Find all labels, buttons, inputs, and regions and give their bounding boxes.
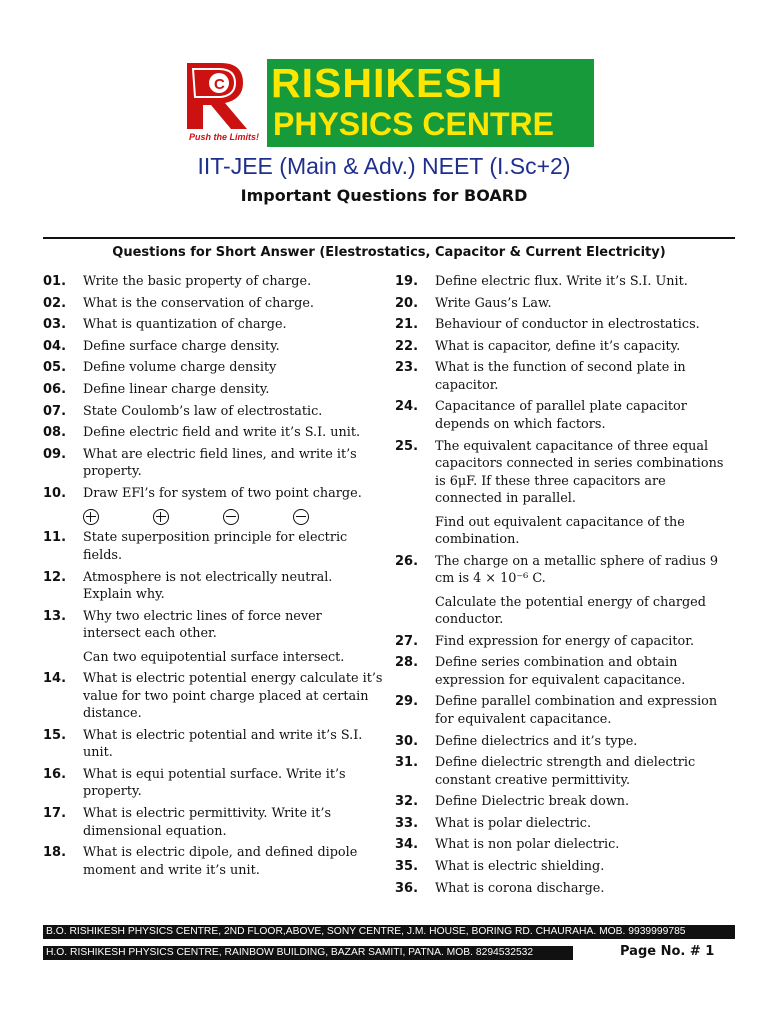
question-text: What is electric dipole, and defined dipole moment and write it’s unit. (83, 845, 358, 878)
question-number: 07. (43, 403, 67, 419)
question-number: 13. (43, 608, 67, 624)
question-number: 08. (43, 425, 67, 441)
question-number: 16. (43, 766, 67, 782)
question-item (43, 359, 383, 377)
question-number: 31. (395, 755, 419, 771)
section-title: Questions for Short Answer (Elestrostatics, Capacitor & Current Electricity) (112, 245, 666, 260)
question-item (395, 359, 735, 394)
question-text: Define volume charge density (83, 360, 277, 376)
positive-charge-icon (83, 509, 99, 525)
question-text: State superposition principle for electric fields. (83, 530, 348, 563)
question-item (43, 805, 383, 840)
question-item (395, 733, 735, 751)
question-number: 29. (395, 694, 419, 710)
question-text: What is the function of second plate in capacitor. (435, 360, 686, 393)
question-text: Define series combination and obtain expression for equivalent capacitance. (435, 655, 686, 688)
question-item (395, 338, 735, 356)
question-item (43, 446, 383, 481)
question-item (43, 766, 383, 801)
question-number: 19. (395, 274, 419, 289)
question-number: 03. (43, 317, 67, 333)
question-item (395, 858, 735, 876)
question-text: Define dielectrics and it’s type. (435, 733, 638, 749)
question-item (395, 693, 735, 728)
question-item (395, 273, 735, 291)
question-item (395, 836, 735, 854)
question-item (395, 295, 735, 313)
question-number: 14. (43, 671, 67, 687)
question-text: What is non polar dielectric. (435, 837, 620, 853)
question-text: Atmosphere is not electrically neutral. Explain why. (83, 569, 333, 603)
question-number: 17. (43, 806, 67, 821)
question-number: 12. (43, 569, 67, 585)
question-item (395, 654, 735, 689)
question-text: Write Gaus’s Law. (435, 295, 552, 311)
question-text: What is corona discharge. (435, 880, 605, 896)
questions-right-column (395, 273, 735, 901)
question-text: Why two electric lines of force never intersect each other. (83, 608, 322, 642)
question-text: Define electric field and write it’s S.I. unit. (83, 425, 361, 441)
question-item (43, 844, 383, 879)
question-number: 06. (43, 381, 67, 397)
question-text: State Coulomb’s law of electrostatic. (83, 403, 323, 419)
questions-left-column (43, 273, 383, 883)
question-text: What is polar dielectric. (435, 815, 592, 831)
question-item (395, 553, 735, 629)
svg-text:C: C (214, 76, 225, 93)
question-text: Capacitance of parallel plate capacitor depends on which factors. (435, 399, 687, 432)
question-number: 05. (43, 360, 67, 376)
question-item (43, 485, 383, 503)
question-number: 30. (395, 733, 419, 749)
question-number: 28. (395, 655, 419, 671)
question-text: Define electric flux. Write it’s S.I. Unit. (435, 274, 688, 289)
question-item (43, 403, 383, 421)
question-number: 33. (395, 815, 419, 831)
question-item (43, 569, 383, 604)
question-text: What is electric shielding. (435, 859, 605, 874)
logo-tagline: Push the Limits! (188, 132, 259, 142)
question-text: What is electric potential energy calculate it’s value for two point charge placed at certain distance. (83, 671, 383, 722)
question-text: Define linear charge density. (83, 381, 270, 397)
question-number: 34. (395, 837, 419, 853)
negative-charge-icon (223, 509, 239, 525)
question-number: 35. (395, 859, 419, 874)
question-text: Define Dielectric break down. (435, 794, 630, 810)
question-text: What is electric potential and write it’s S.I. unit. (83, 727, 363, 761)
question-item (43, 295, 383, 313)
question-item (395, 880, 735, 898)
head-office-text: H.O. RISHIKESH PHYSICS CENTRE, RAINBOW BUILDING, BAZAR SAMITI, PATNA. MOB. 8294532532 (46, 947, 534, 958)
question-text: Write the basic property of charge. (83, 274, 312, 289)
positive-charge-icon (153, 509, 169, 525)
question-text: What is capacitor, define it’s capacity. (435, 338, 681, 354)
question-item (395, 815, 735, 833)
question-item (43, 727, 383, 762)
question-item (395, 398, 735, 433)
question-number: 36. (395, 880, 419, 896)
footer-head-office (43, 946, 573, 960)
question-text: What are electric field lines, and write it’s property. (83, 446, 357, 480)
question-number: 02. (43, 295, 67, 311)
question-text: Draw EFl’s for system of two point charge. (83, 485, 362, 501)
question-number: 15. (43, 727, 67, 743)
question-number: 21. (395, 317, 419, 333)
negative-charge-icon (293, 509, 309, 525)
question-number: 04. (43, 338, 67, 354)
question-number: 01. (43, 274, 67, 289)
exam-subtitle: IIT-JEE (Main & Adv.) NEET (I.Sc+2) (197, 153, 571, 179)
question-number: 25. (395, 438, 419, 454)
question-number: 23. (395, 360, 419, 376)
page-number: Page No. # 1 (620, 944, 715, 959)
question-number: 27. (395, 633, 419, 649)
question-item (395, 754, 735, 789)
document-title: Important Questions for BOARD (240, 186, 528, 205)
question-text: Define parallel combination and expression for equivalent capacitance. (435, 694, 718, 727)
question-item (43, 670, 383, 723)
logo-emblem (181, 59, 267, 147)
header-divider (43, 237, 735, 239)
question-text: Find expression for energy of capacitor. (435, 633, 695, 649)
question-text: The equivalent capacitance of three equal capacitors connected in series combinations is 6μF. If these three capacitors are connected in parallel. (435, 438, 724, 507)
question-text: Define dielectric strength and dielectric constant creative permittivity. (435, 755, 696, 788)
brand-logo (181, 59, 594, 147)
footer-branch-office (43, 925, 735, 939)
question-text: The charge on a metallic sphere of radius 9 cm is 4 × 10⁻⁶ C. (435, 553, 718, 587)
question-subpart: Find out equivalent capacitance of the combination. (435, 514, 685, 548)
question-subpart: Can two equipotential surface intersect. (83, 649, 345, 665)
question-text: What is equi potential surface. Write it’s property. (83, 766, 346, 800)
question-number: 10. (43, 485, 67, 501)
logo-name-line1: RISHIKESH (271, 60, 504, 106)
question-number: 22. (395, 338, 419, 354)
question-text: Behaviour of conductor in electrostatics. (435, 317, 700, 333)
question-text: Define surface charge density. (83, 338, 280, 354)
question-text: What is quantization of charge. (83, 317, 287, 333)
question-item (43, 316, 383, 334)
question-item (395, 316, 735, 334)
question-item (43, 381, 383, 399)
question-number: 20. (395, 295, 419, 311)
question-number: 26. (395, 553, 419, 569)
question-item (395, 438, 735, 549)
question-text: What is electric permittivity. Write it’s dimensional equation. (83, 806, 332, 839)
question-item (395, 793, 735, 811)
question-item (43, 608, 383, 667)
question-number: 09. (43, 446, 67, 462)
question-number: 24. (395, 399, 419, 415)
question-text: What is the conservation of charge. (83, 295, 314, 311)
question-item (43, 424, 383, 442)
question-subpart: Calculate the potential energy of charged conductor. (435, 594, 706, 628)
question-item (395, 633, 735, 651)
question-number: 18. (43, 845, 67, 861)
question-item (43, 529, 383, 564)
question-number: 11. (43, 530, 67, 546)
question-number: 32. (395, 794, 419, 810)
logo-name-line2: PHYSICS CENTRE (273, 106, 554, 142)
charge-diagram (43, 506, 383, 527)
question-item (43, 338, 383, 356)
branch-office-text: B.O. RISHIKESH PHYSICS CENTRE, 2ND FLOOR,ABOVE, SONY CENTRE, J.M. HOUSE, BORING RD. CHAURAHA. MOB. 9939999785 (46, 926, 686, 937)
question-item (43, 273, 383, 291)
